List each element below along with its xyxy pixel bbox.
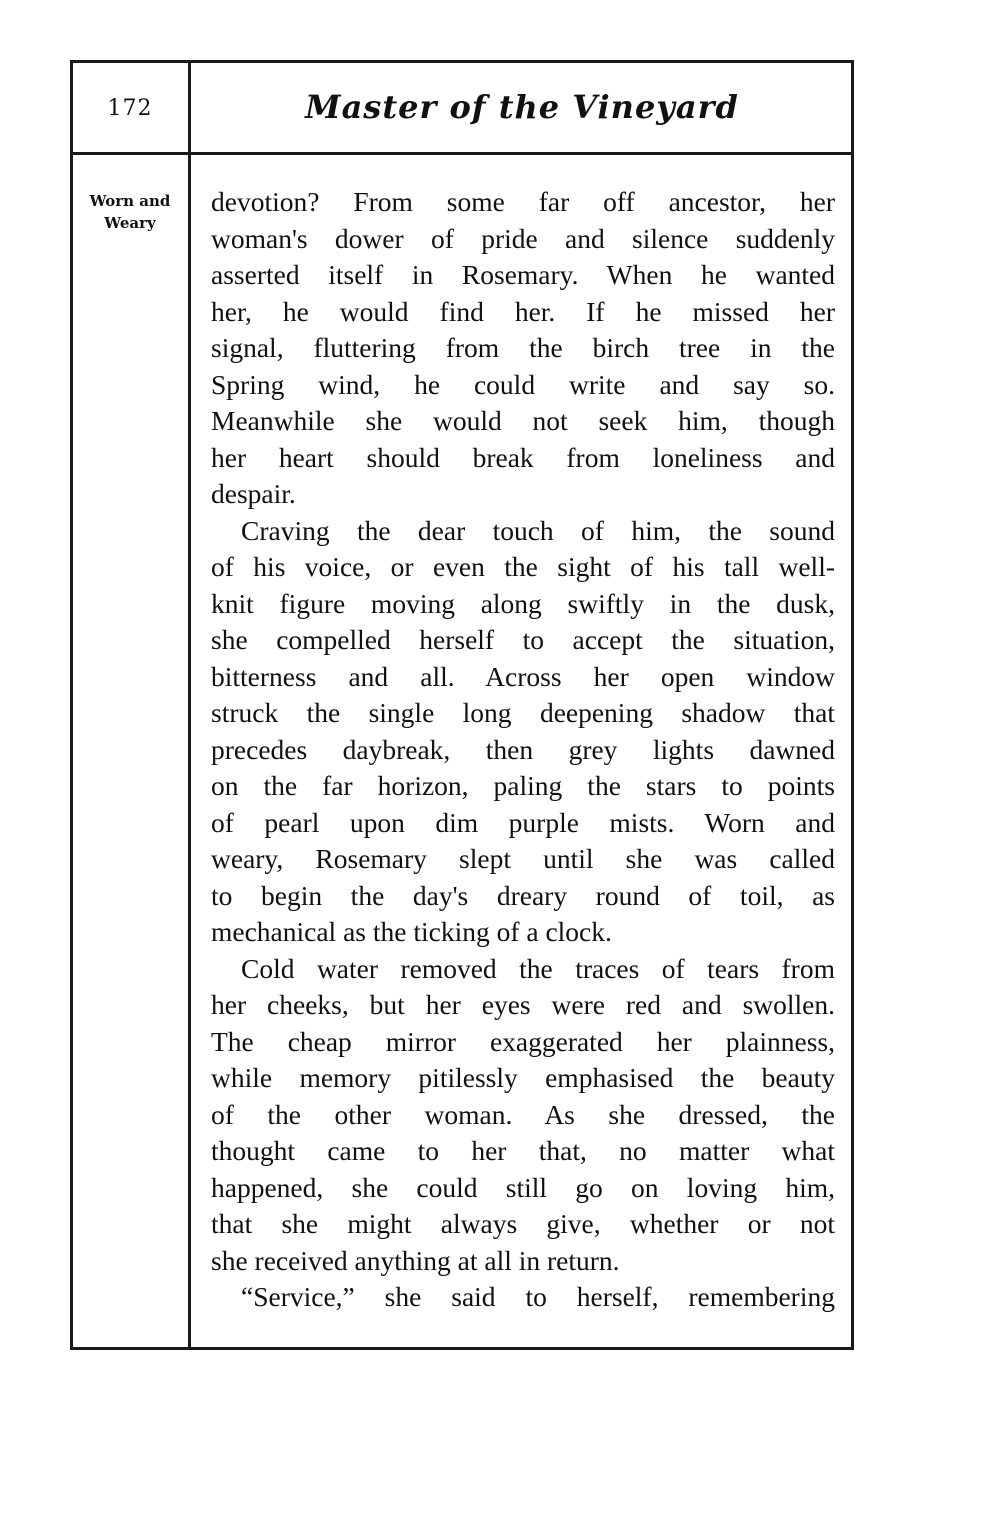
paragraph-start-line: “Service,” she said to herself, remembering bbox=[241, 1281, 835, 1312]
text-line: she compelled herself to accept the situation, bbox=[211, 624, 835, 655]
body-text bbox=[211, 184, 835, 1316]
text-line: her, he would find her. If he missed her bbox=[211, 295, 835, 327]
text-line: asserted itself in Rosemary. When he wanted bbox=[211, 259, 835, 290]
text-line: knit figure moving along swiftly in the dusk, bbox=[211, 587, 835, 619]
text-line: her cheeks, but her eyes were red and swollen. bbox=[211, 989, 835, 1020]
text-line: thought came to her that, no matter what bbox=[211, 1135, 835, 1166]
paragraph-start-line: Craving the dear touch of him, the sound bbox=[241, 514, 835, 546]
page-number: 172 bbox=[107, 96, 153, 121]
text-line: devotion? From some far off ancestor, her bbox=[211, 186, 835, 217]
text-line: bitterness and all. Across her open window bbox=[211, 660, 835, 692]
text-line: of his voice, or even the sight of his tall well- bbox=[211, 551, 835, 582]
text-line: weary, Rosemary slept until she was called bbox=[211, 843, 835, 874]
header-divider-line bbox=[70, 152, 854, 155]
text-line: woman's dower of pride and silence suddenly bbox=[211, 222, 835, 254]
text-line: while memory pitilessly emphasised the beauty bbox=[211, 1062, 835, 1093]
text-line: on the far horizon, paling the stars to points bbox=[211, 770, 835, 801]
sidenote-line-1: Worn and bbox=[89, 192, 171, 210]
margin-sidenote bbox=[74, 190, 186, 234]
sidenote-line-2: Weary bbox=[104, 214, 156, 232]
text-line: that she might always give, whether or not bbox=[211, 1208, 835, 1239]
paragraph-end-line: she received anything at all in return. bbox=[211, 1244, 620, 1276]
running-title: Master of the Vineyard bbox=[305, 88, 739, 126]
text-line: to begin the day's dreary round of toil, as bbox=[211, 879, 835, 911]
text-line: of the other woman. As she dressed, the bbox=[211, 1098, 835, 1130]
text-line: happened, she could still go on loving him, bbox=[211, 1171, 835, 1203]
paragraph-end-line: mechanical as the ticking of a clock. bbox=[211, 916, 612, 947]
text-line: Meanwhile she would not seek him, though bbox=[211, 405, 835, 436]
text-line: of pearl upon dim purple mists. Worn and bbox=[211, 806, 835, 838]
paragraph-end-line: despair. bbox=[211, 478, 296, 509]
text-line: struck the single long deepening shadow that bbox=[211, 697, 835, 728]
paragraph-start-line: Cold water removed the traces of tears from bbox=[241, 952, 835, 984]
text-line: her heart should break from loneliness and bbox=[211, 441, 835, 473]
text-line: precedes daybreak, then grey lights dawned bbox=[211, 733, 835, 765]
text-line: signal, fluttering from the birch tree in the bbox=[211, 332, 835, 363]
text-line: Spring wind, he could write and say so. bbox=[211, 368, 835, 400]
text-line: The cheap mirror exaggerated her plainness, bbox=[211, 1025, 835, 1057]
margin-divider-line bbox=[188, 60, 191, 1350]
